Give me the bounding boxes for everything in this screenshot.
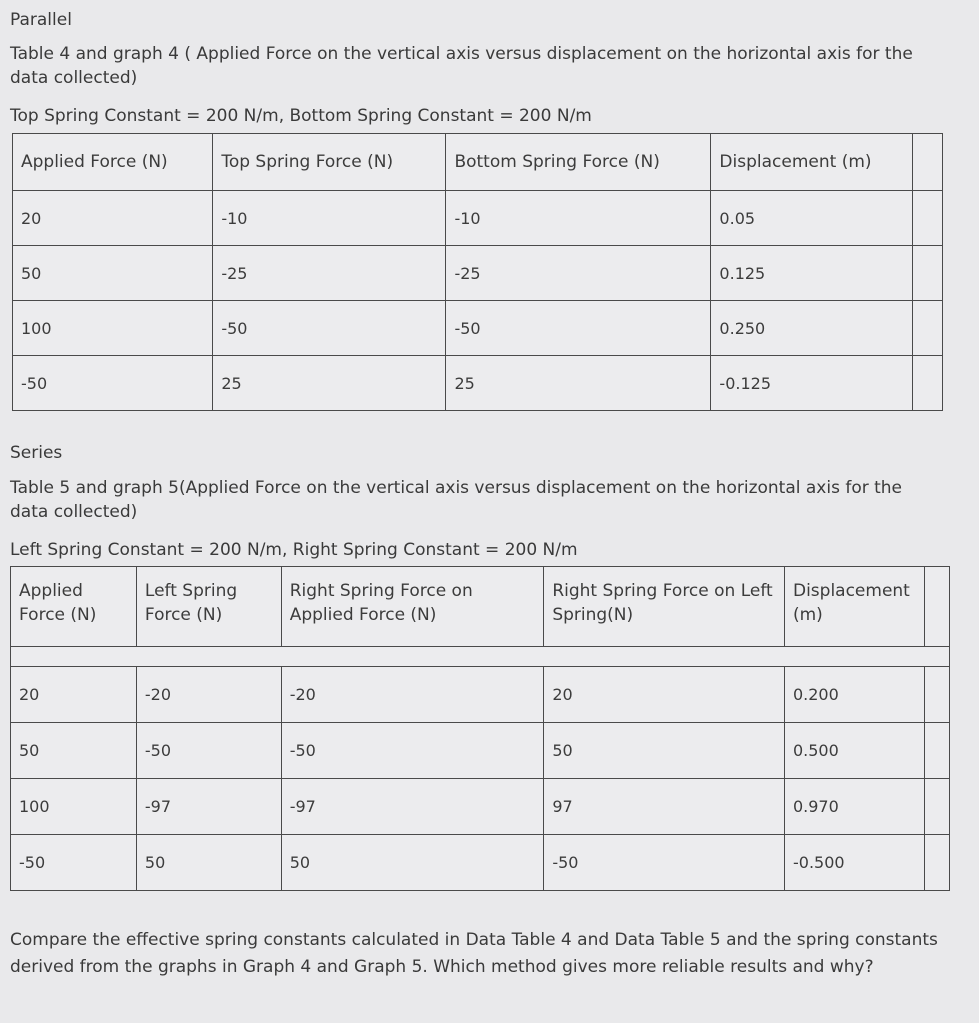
table-cell: 0.500 [784,723,924,779]
table-row [11,667,950,723]
col-header-displacement: Displacement (m) [784,567,924,647]
table-cell: 100 [13,301,213,356]
table-cell: 50 [11,723,137,779]
col-header-top-spring-force: Top Spring Force (N) [213,134,446,191]
table-cell: 20 [544,667,785,723]
blank-cell [913,301,943,356]
table-cell: 25 [446,356,711,411]
spacer-row [11,647,950,667]
table-cell: 50 [544,723,785,779]
table-row [13,191,943,246]
table-cell: 100 [11,779,137,835]
table-row [13,246,943,301]
col-header-applied-force: Applied Force (N) [13,134,213,191]
blank-cell [924,779,949,835]
table-row [11,779,950,835]
col-header-displacement: Displacement (m) [711,134,913,191]
table-cell: 50 [13,246,213,301]
table-header-row [13,134,943,191]
table-4-caption: Table 4 and graph 4 ( Applied Force on the vertical axis versus displacement on the horizontal axis for the data collected) [10,44,913,88]
blank-cell [913,191,943,246]
col-header-left-spring-force: Left Spring Force (N) [136,567,281,647]
table-cell: -10 [213,191,446,246]
table-5-constants: Left Spring Constant = 200 N/m, Right Spring Constant = 200 N/m [10,540,578,560]
table-header-row [11,567,950,647]
col-header-applied-force: Applied Force (N) [11,567,137,647]
question-text: Compare the effective spring constants calculated in Data Table 4 and Data Table 5 and the spring constants derived from the graphs in Graph 4 and Graph 5. Which method gives more reliable results and why? [10,930,938,977]
parallel-heading: Parallel [10,10,72,30]
table-cell: 25 [213,356,446,411]
blank-cell [924,723,949,779]
table-cell: -50 [446,301,711,356]
blank-cell [924,567,949,647]
table-cell: 20 [11,667,137,723]
blank-cell [913,246,943,301]
table-cell: -0.125 [711,356,913,411]
table-cell: -50 [213,301,446,356]
spacer-cell [11,647,950,667]
table-row [13,356,943,411]
table-cell: 0.05 [711,191,913,246]
table-cell: 97 [544,779,785,835]
table-cell: -50 [11,835,137,891]
table-5-caption: Table 5 and graph 5(Applied Force on the vertical axis versus displacement on the horizontal axis for the data collected) [10,478,903,522]
blank-cell [924,667,949,723]
blank-cell [913,134,943,191]
table-cell: -50 [136,723,281,779]
table-row [11,835,950,891]
table-cell: -20 [281,667,544,723]
table-cell: 50 [136,835,281,891]
table-cell: 0.970 [784,779,924,835]
table-cell: 0.250 [711,301,913,356]
table-cell: 0.125 [711,246,913,301]
table-row [11,723,950,779]
blank-cell [924,835,949,891]
table-4 [12,133,943,411]
table-cell: -10 [446,191,711,246]
table-cell: 50 [281,835,544,891]
table-row [13,301,943,356]
table-5 [10,566,950,891]
table-cell: -50 [13,356,213,411]
table-cell: -0.500 [784,835,924,891]
table-cell: 20 [13,191,213,246]
table-cell: -97 [136,779,281,835]
table-cell: -20 [136,667,281,723]
col-header-right-spring-on-applied: Right Spring Force on Applied Force (N) [281,567,544,647]
table-cell: -97 [281,779,544,835]
col-header-right-spring-on-left: Right Spring Force on Left Spring(N) [544,567,785,647]
col-header-bottom-spring-force: Bottom Spring Force (N) [446,134,711,191]
series-heading: Series [10,443,63,463]
table-cell: -50 [281,723,544,779]
table-4-constants: Top Spring Constant = 200 N/m, Bottom Spring Constant = 200 N/m [10,106,592,126]
table-cell: -50 [544,835,785,891]
table-cell: -25 [213,246,446,301]
table-cell: 0.200 [784,667,924,723]
table-cell: -25 [446,246,711,301]
blank-cell [913,356,943,411]
